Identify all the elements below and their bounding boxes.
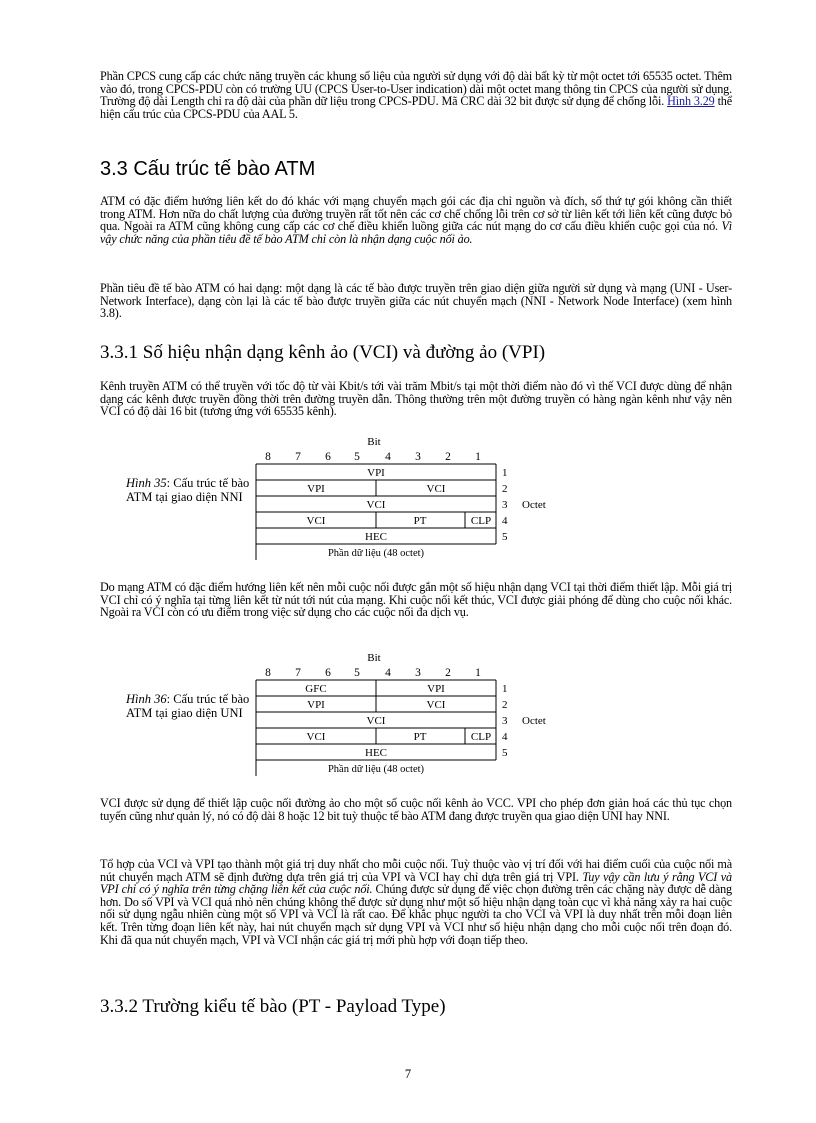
- bit-number: 7: [295, 451, 301, 463]
- bit-number: 3: [415, 667, 421, 679]
- intro-text: Phần CPCS cung cấp các chức năng truyền các khung số liệu của người sử dụng với độ dài bất kỳ từ một octet tới 65535 octet. Thêm vào đó, trong CPCS-PDU còn có trường UU (CPCS User-to-User indication) dài một octet mang thông tin CPCS của người sử dụng. Trường độ dài Length chỉ ra độ dài của phần dữ liệu trong CPCS-PDU. Mã CRC dài 32 bit được sử dụng để chống lỗi.: [100, 69, 732, 109]
- bit-number: 4: [385, 667, 391, 679]
- octet-number: 5: [502, 747, 508, 759]
- bit-number: 5: [354, 667, 360, 679]
- bit-number: 3: [415, 451, 421, 463]
- field-vci: VCI: [306, 731, 326, 743]
- section-3-3-paragraph-2: Phần tiêu đề tế bào ATM có hai dạng: một dạng là các tế bào được truyền trên giao diện giữa người sử dụng và mạng (UNI - User-Network Interface), dạng còn lại là các tế bào được truyền giữa các nút chuyển mạch (NNI - Network Node Interface) (xem hình 3.8).: [100, 281, 732, 321]
- bit-number: 5: [354, 451, 360, 463]
- figure-36-caption-text: : Cấu trúc tế bào ATM tại giao diện UNI: [126, 692, 250, 720]
- figure-35-caption-text: : Cấu trúc tế bào ATM tại giao diện NNI: [126, 476, 250, 504]
- field-vci: VCI: [366, 499, 386, 511]
- intro-paragraph: [100, 70, 732, 120]
- bit-number: 8: [265, 451, 271, 463]
- bit-label: Bit: [367, 436, 381, 448]
- octet-number: 1: [502, 467, 508, 479]
- figure-36-cell-diagram: [126, 650, 566, 780]
- field-vci: VCI: [306, 515, 326, 527]
- bit-number: 1: [475, 667, 481, 679]
- field-vci: VCI: [426, 699, 446, 711]
- bit-number: 2: [445, 667, 451, 679]
- bit-number: 8: [265, 667, 271, 679]
- figure-35-nni: [126, 434, 566, 564]
- figure-35-cell-diagram: [126, 434, 566, 564]
- bit-label: Bit: [367, 652, 381, 664]
- bit-number: 4: [385, 451, 391, 463]
- octet-label: Octet: [522, 715, 546, 727]
- section-3-3-2-heading: 3.3.2 Trường kiểu tế bào (PT - Payload Type): [100, 996, 446, 1017]
- field-pt: PT: [413, 731, 427, 743]
- field-vpi: VPI: [427, 683, 445, 695]
- field-clp: CLP: [470, 515, 492, 527]
- figure-36-uni: [126, 650, 566, 780]
- field-hec: HEC: [365, 747, 387, 759]
- field-clp: CLP: [470, 731, 492, 743]
- paragraph-4-italic: Tuy vậy cần lưu ý rằng VCI và VPI chỉ có ý nghĩa trên từng chặng liên kết của cuộc nối.: [100, 869, 732, 897]
- octet-number: 3: [502, 715, 508, 727]
- octet-number: 2: [502, 699, 508, 711]
- figure-3-29-link[interactable]: Hình 3.29: [667, 94, 715, 109]
- intro-tail: thể hiện cấu trúc của CPCS-PDU của AAL 5.: [100, 94, 733, 121]
- section-3-3-text: ATM có đặc điểm hướng liên kết do đó khác với mạng chuyển mạch gói các địa chỉ nguồn và đích, số thứ tự gói không cần thiết trong ATM. Hơn nữa do chất lượng của đường truyền rất tốt nên các cơ chế chống lỗi trên cơ sở từ liên kết tới liên kết cũng được bỏ qua. Ngoài ra ATM cũng không cung cấp các cơ chế điều khiển luồng giữa các nút mạng do cơ cấu điều khiển cuộc gọi của nó.: [100, 194, 732, 234]
- octet-number: 1: [502, 683, 508, 695]
- bit-number: 6: [325, 667, 331, 679]
- bit-number: 7: [295, 667, 301, 679]
- field-pt: PT: [413, 515, 427, 527]
- field-vci: VCI: [366, 715, 386, 727]
- paragraph-4-text: Tổ hợp của VCI và VPI tạo thành một giá trị duy nhất cho mỗi cuộc nối. Tuỳ thuộc vào vị trí đối với hai điểm cuối của cuộc nối mà nút chuyển mạch ATM sẽ định đường dựa trên giá trị của VPI và VCI hay chỉ dựa trên giá trị VPI.: [100, 857, 732, 884]
- octet-number: 4: [502, 731, 508, 743]
- paragraph-4-tail: Chúng được sử dụng để việc chọn đường trên các chặng này được dễ dàng hơn. Do số VPI và VCI quá nhỏ nên chúng không thể được sử dụng như một số hiệu nhận dạng toàn cục vì khả năng xảy ra hai cuộc nối sử dụng ngẫu nhiên cùng một số VPI và VCI là rất cao. Để khắc phục người ta cho VCI và VPI là duy nhất trên mỗi đoạn liên kết. Trên từng đoạn liên kết này, hai nút chuyển mạch sử dụng VPI và VCI như số hiệu nhận dạng cho mỗi cuộc nối trên đoạn đó. Khi đã qua nút chuyển mạch, VPI và VCI nhận các giá trị mới phù hợp với đoạn tiếp theo.: [100, 882, 732, 947]
- bit-number: 1: [475, 451, 481, 463]
- field-vpi: VPI: [307, 699, 325, 711]
- section-3-3-1-paragraph-2: Do mạng ATM có đặc điểm hướng liên kết nên mỗi cuộc nối được gắn một số hiệu nhận dạng VCI tại thời điểm thiết lập. Mỗi giá trị VCI chỉ có ý nghĩa tại từng liên kết từ nút tới nút của mạng. Khi cuộc nối kết thúc, VCI được giải phóng để dùng cho cuộc nối khác. Ngoài ra VCI còn có ưu điểm trong việc sử dụng cho các cuộc nối đa dịch vụ.: [100, 580, 732, 620]
- section-3-3-1-paragraph-4: [100, 858, 732, 946]
- bit-number: 6: [325, 451, 331, 463]
- figure-36-label: Hình 36: [126, 692, 167, 706]
- section-3-3-italic: Vì vậy chức năng của phần tiêu đề tế bào ATM chỉ còn là nhận dạng cuộc nối ảo.: [100, 219, 732, 246]
- section-3-3-paragraph-1: [100, 195, 732, 245]
- section-3-3-1-heading: 3.3.1 Số hiệu nhận dạng kênh ảo (VCI) và đường ảo (VPI): [100, 342, 546, 363]
- figure-35-label: Hình 35: [126, 476, 167, 490]
- field-vpi: VPI: [367, 467, 385, 479]
- field-gfc: GFC: [305, 683, 327, 695]
- section-3-3-heading: 3.3 Cấu trúc tế bào ATM: [100, 158, 316, 180]
- field-hec: HEC: [365, 531, 387, 543]
- octet-number: 4: [502, 515, 508, 527]
- section-3-3-1-paragraph-3: VCI được sử dụng để thiết lập cuộc nối đường ảo cho một số cuộc nối kênh ảo VCC. VPI cho phép đơn giản hoá các thủ tục chọn tuyến cũng như quản lý, nó có độ dài 8 hoặc 12 bit tuỳ thuộc tế bào ATM đang được truyền qua giao diện UNI hay NNI.: [100, 796, 732, 823]
- octet-number: 5: [502, 531, 508, 543]
- field-vci: VCI: [426, 483, 446, 495]
- octet-label: Octet: [522, 499, 546, 511]
- octet-number: 2: [502, 483, 508, 495]
- field-payload: Phần dữ liệu (48 octet): [327, 764, 425, 775]
- section-3-3-1-paragraph-1: Kênh truyền ATM có thể truyền với tốc độ từ vài Kbit/s tới vài trăm Mbit/s tại một thời điểm nào đó vì thế VCI được dùng để nhận dạng các kênh được truyền đồng thời trên đường truyền dẫn. Thông thường trên một đường truyền có hàng ngàn kênh như vậy nên VCI có độ dài 16 bit (tương ứng với 65535 kênh).: [100, 379, 732, 419]
- field-payload: Phần dữ liệu (48 octet): [327, 548, 425, 559]
- bit-number: 2: [445, 451, 451, 463]
- field-vpi: VPI: [307, 483, 325, 495]
- octet-number: 3: [502, 499, 508, 511]
- page-number: 7: [404, 1067, 412, 1081]
